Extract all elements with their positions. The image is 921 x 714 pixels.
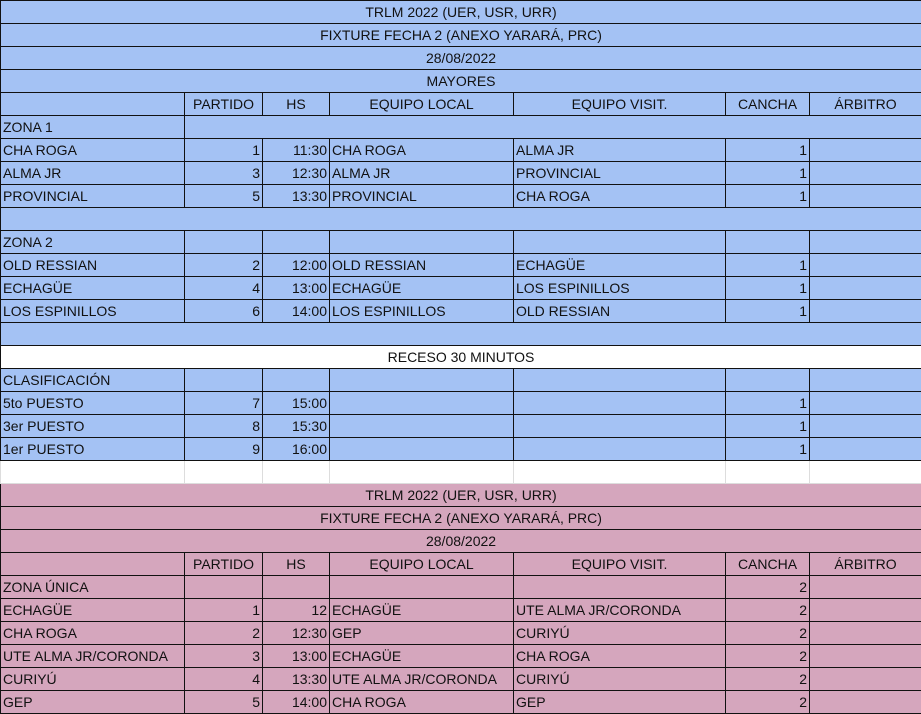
- cell-local[interactable]: OLD RESSIAN: [330, 254, 514, 277]
- cell-team[interactable]: GEP: [1, 691, 185, 714]
- cell-arbitro[interactable]: [810, 300, 921, 323]
- cell-visit[interactable]: OLD RESSIAN: [514, 300, 726, 323]
- cell-empty[interactable]: [185, 231, 263, 254]
- header-cell-empty[interactable]: [1, 93, 185, 116]
- table-row: [1, 162, 921, 185]
- cell-partido[interactable]: 1: [185, 599, 263, 622]
- cell-team[interactable]: CURIYÚ: [1, 668, 185, 691]
- cell-visit[interactable]: [514, 438, 726, 461]
- cell-local[interactable]: GEP: [330, 622, 514, 645]
- clasificacion-label[interactable]: CLASIFICACIÓN: [1, 369, 185, 392]
- header-equipo-local[interactable]: EQUIPO LOCAL: [330, 93, 514, 116]
- cell-local[interactable]: [330, 392, 514, 415]
- cell-arbitro[interactable]: [810, 277, 921, 300]
- cell-partido[interactable]: 7: [185, 392, 263, 415]
- cell-cancha[interactable]: 2: [726, 599, 810, 622]
- cell-cancha[interactable]: 1: [726, 162, 810, 185]
- cell-arbitro[interactable]: [810, 415, 921, 438]
- cell-team[interactable]: CHA ROGA: [1, 622, 185, 645]
- header-arbitro[interactable]: ÁRBITRO: [810, 93, 921, 116]
- cell-partido[interactable]: 4: [185, 668, 263, 691]
- table-row: [1, 438, 921, 461]
- header-partido[interactable]: PARTIDO: [185, 93, 263, 116]
- cell-hs[interactable]: 12:30: [263, 622, 330, 645]
- cell-team[interactable]: PROVINCIAL: [1, 185, 185, 208]
- cell-local[interactable]: CHA ROGA: [330, 691, 514, 714]
- cell-empty[interactable]: [810, 231, 921, 254]
- cell-arbitro[interactable]: [810, 254, 921, 277]
- mayores-date[interactable]: 28/08/2022: [1, 47, 921, 70]
- cell-local[interactable]: ALMA JR: [330, 162, 514, 185]
- mayores-subtitle-row: [1, 24, 921, 47]
- cell-hs[interactable]: 12:00: [263, 254, 330, 277]
- cell-cancha[interactable]: 1: [726, 300, 810, 323]
- cell-partido[interactable]: 5: [185, 185, 263, 208]
- table-row: [1, 415, 921, 438]
- cell-hs[interactable]: 15:30: [263, 415, 330, 438]
- cell-empty[interactable]: [185, 576, 263, 599]
- cell-empty[interactable]: [810, 461, 921, 484]
- cell-empty[interactable]: [514, 576, 726, 599]
- cell-arbitro[interactable]: [810, 162, 921, 185]
- cell-empty[interactable]: [726, 461, 810, 484]
- receso-row: [1, 346, 921, 369]
- zona-unica-title-row: [1, 484, 921, 507]
- zona1-label-fill[interactable]: [185, 116, 921, 139]
- cell-empty[interactable]: [1, 461, 185, 484]
- cell-empty[interactable]: [514, 461, 726, 484]
- cell-visit[interactable]: CHA ROGA: [514, 645, 726, 668]
- cell-empty[interactable]: [330, 461, 514, 484]
- cell-hs[interactable]: 13:30: [263, 185, 330, 208]
- cell-visit[interactable]: GEP: [514, 691, 726, 714]
- zona-unica-date-row: [1, 530, 921, 553]
- cell-cancha[interactable]: 1: [726, 438, 810, 461]
- cell-cancha[interactable]: 1: [726, 139, 810, 162]
- cell-visit[interactable]: ECHAGÜE: [514, 254, 726, 277]
- cell-cancha[interactable]: 1: [726, 415, 810, 438]
- cell-partido[interactable]: 2: [185, 622, 263, 645]
- table-row: [1, 668, 921, 691]
- mayores-subtitle[interactable]: FIXTURE FECHA 2 (ANEXO YARARÁ, PRC): [1, 24, 921, 47]
- cell-partido[interactable]: 5: [185, 691, 263, 714]
- cell-arbitro[interactable]: [810, 185, 921, 208]
- receso-banner[interactable]: RECESO 30 MINUTOS: [1, 346, 921, 369]
- cell-hs[interactable]: 13:00: [263, 645, 330, 668]
- header-cell-empty[interactable]: [1, 553, 185, 576]
- cell-empty[interactable]: [726, 231, 810, 254]
- cell-partido[interactable]: 2: [185, 254, 263, 277]
- cell-visit[interactable]: PROVINCIAL: [514, 162, 726, 185]
- cell-cancha[interactable]: 2: [726, 576, 810, 599]
- cell-hs[interactable]: 15:00: [263, 392, 330, 415]
- cell-empty[interactable]: [263, 576, 330, 599]
- cell-visit[interactable]: LOS ESPINILLOS: [514, 277, 726, 300]
- cell-cancha[interactable]: 1: [726, 185, 810, 208]
- cell-empty[interactable]: [330, 576, 514, 599]
- gap-row: [1, 461, 921, 484]
- header-equipo-visit[interactable]: EQUIPO VISIT.: [514, 93, 726, 116]
- cell-partido[interactable]: 4: [185, 277, 263, 300]
- mayores-category-row: [1, 70, 921, 93]
- cell-empty[interactable]: [263, 231, 330, 254]
- cell-partido[interactable]: 3: [185, 162, 263, 185]
- cell-partido[interactable]: 9: [185, 438, 263, 461]
- cell-empty[interactable]: [330, 369, 514, 392]
- cell-visit[interactable]: CURIYÚ: [514, 622, 726, 645]
- cell-empty[interactable]: [185, 461, 263, 484]
- cell-empty[interactable]: [726, 369, 810, 392]
- cell-local[interactable]: CHA ROGA: [330, 139, 514, 162]
- cell-team[interactable]: OLD RESSIAN: [1, 254, 185, 277]
- cell-team[interactable]: CHA ROGA: [1, 139, 185, 162]
- cell-local[interactable]: ECHAGÜE: [330, 645, 514, 668]
- cell-cancha[interactable]: 2: [726, 645, 810, 668]
- cell-arbitro[interactable]: [810, 438, 921, 461]
- cell-team[interactable]: UTE ALMA JR/CORONDA: [1, 645, 185, 668]
- cell-arbitro[interactable]: [810, 139, 921, 162]
- spacer-row: [1, 208, 921, 231]
- zona-unica-subtitle-row: [1, 507, 921, 530]
- zona-unica-header-row: [1, 553, 921, 576]
- cell-visit[interactable]: ALMA JR: [514, 139, 726, 162]
- cell-hs[interactable]: 16:00: [263, 438, 330, 461]
- cell-local[interactable]: ECHAGÜE: [330, 599, 514, 622]
- cell-team[interactable]: LOS ESPINILLOS: [1, 300, 185, 323]
- zona-unica-label-row: [1, 576, 921, 599]
- mayores-date-row: [1, 47, 921, 70]
- cell-empty[interactable]: [185, 369, 263, 392]
- cell-hs[interactable]: 11:30: [263, 139, 330, 162]
- spacer-row: [1, 323, 921, 346]
- header-equipo-local[interactable]: EQUIPO LOCAL: [330, 553, 514, 576]
- cell-cancha[interactable]: 2: [726, 691, 810, 714]
- cell-arbitro[interactable]: [810, 622, 921, 645]
- cell-partido[interactable]: 6: [185, 300, 263, 323]
- cell-cancha[interactable]: 2: [726, 668, 810, 691]
- cell-hs[interactable]: 14:00: [263, 300, 330, 323]
- header-hs[interactable]: HS: [263, 553, 330, 576]
- table-row: [1, 277, 921, 300]
- table-row: [1, 300, 921, 323]
- cell-hs[interactable]: 12: [263, 599, 330, 622]
- cell-local[interactable]: UTE ALMA JR/CORONDA: [330, 668, 514, 691]
- zona1-label[interactable]: ZONA 1: [1, 116, 185, 139]
- mayores-category[interactable]: MAYORES: [1, 70, 921, 93]
- zona-unica-date[interactable]: 28/08/2022: [1, 530, 921, 553]
- cell-arbitro[interactable]: [810, 392, 921, 415]
- cell-partido[interactable]: 1: [185, 139, 263, 162]
- cell-partido[interactable]: 8: [185, 415, 263, 438]
- table-row: [1, 645, 921, 668]
- cell-empty[interactable]: [330, 231, 514, 254]
- cell-hs[interactable]: 14:00: [263, 691, 330, 714]
- cell-local[interactable]: LOS ESPINILLOS: [330, 300, 514, 323]
- cell-team[interactable]: 1er PUESTO: [1, 438, 185, 461]
- table-row: [1, 392, 921, 415]
- cell-cancha[interactable]: 1: [726, 277, 810, 300]
- cell-visit[interactable]: CHA ROGA: [514, 185, 726, 208]
- zona-unica-subtitle[interactable]: FIXTURE FECHA 2 (ANEXO YARARÁ, PRC): [1, 507, 921, 530]
- cell-arbitro[interactable]: [810, 691, 921, 714]
- table-row: [1, 139, 921, 162]
- cell-team[interactable]: ECHAGÜE: [1, 599, 185, 622]
- cell-arbitro[interactable]: [810, 599, 921, 622]
- cell-empty[interactable]: [514, 231, 726, 254]
- header-equipo-visit[interactable]: EQUIPO VISIT.: [514, 553, 726, 576]
- cell-cancha[interactable]: 1: [726, 392, 810, 415]
- header-cancha[interactable]: CANCHA: [726, 93, 810, 116]
- zona2-label[interactable]: ZONA 2: [1, 231, 185, 254]
- cell-partido[interactable]: 3: [185, 645, 263, 668]
- header-hs[interactable]: HS: [263, 93, 330, 116]
- mayores-title[interactable]: TRLM 2022 (UER, USR, URR): [1, 1, 921, 24]
- table-row: [1, 185, 921, 208]
- header-cancha[interactable]: CANCHA: [726, 553, 810, 576]
- zona-unica-label[interactable]: ZONA ÚNICA: [1, 576, 185, 599]
- cell-hs[interactable]: 13:30: [263, 668, 330, 691]
- mayores-header-row: [1, 93, 921, 116]
- cell-empty[interactable]: [263, 461, 330, 484]
- cell-visit[interactable]: UTE ALMA JR/CORONDA: [514, 599, 726, 622]
- cell-arbitro[interactable]: [810, 645, 921, 668]
- table-row: [1, 691, 921, 714]
- cell-empty[interactable]: [810, 369, 921, 392]
- zona2-label-row: [1, 231, 921, 254]
- mayores-title-row: [1, 1, 921, 24]
- table-row: [1, 622, 921, 645]
- cell-arbitro[interactable]: [810, 576, 921, 599]
- table-row: [1, 254, 921, 277]
- cell-cancha[interactable]: 1: [726, 254, 810, 277]
- header-arbitro[interactable]: ÁRBITRO: [810, 553, 921, 576]
- cell-empty[interactable]: [514, 369, 726, 392]
- cell-visit[interactable]: [514, 392, 726, 415]
- zona1-label-row: [1, 116, 921, 139]
- cell-hs[interactable]: 12:30: [263, 162, 330, 185]
- header-partido[interactable]: PARTIDO: [185, 553, 263, 576]
- spacer-cell[interactable]: [1, 208, 921, 231]
- cell-hs[interactable]: 13:00: [263, 277, 330, 300]
- cell-cancha[interactable]: 2: [726, 622, 810, 645]
- cell-local[interactable]: PROVINCIAL: [330, 185, 514, 208]
- clasificacion-label-row: [1, 369, 921, 392]
- cell-team[interactable]: ALMA JR: [1, 162, 185, 185]
- cell-visit[interactable]: CURIYÚ: [514, 668, 726, 691]
- cell-local[interactable]: [330, 415, 514, 438]
- cell-empty[interactable]: [263, 369, 330, 392]
- cell-team[interactable]: ECHAGÜE: [1, 277, 185, 300]
- cell-team[interactable]: 3er PUESTO: [1, 415, 185, 438]
- cell-team[interactable]: 5to PUESTO: [1, 392, 185, 415]
- cell-local[interactable]: ECHAGÜE: [330, 277, 514, 300]
- spacer-cell[interactable]: [1, 323, 921, 346]
- zona-unica-title[interactable]: TRLM 2022 (UER, USR, URR): [1, 484, 921, 507]
- cell-local[interactable]: [330, 438, 514, 461]
- cell-arbitro[interactable]: [810, 668, 921, 691]
- cell-visit[interactable]: [514, 415, 726, 438]
- table-row: [1, 599, 921, 622]
